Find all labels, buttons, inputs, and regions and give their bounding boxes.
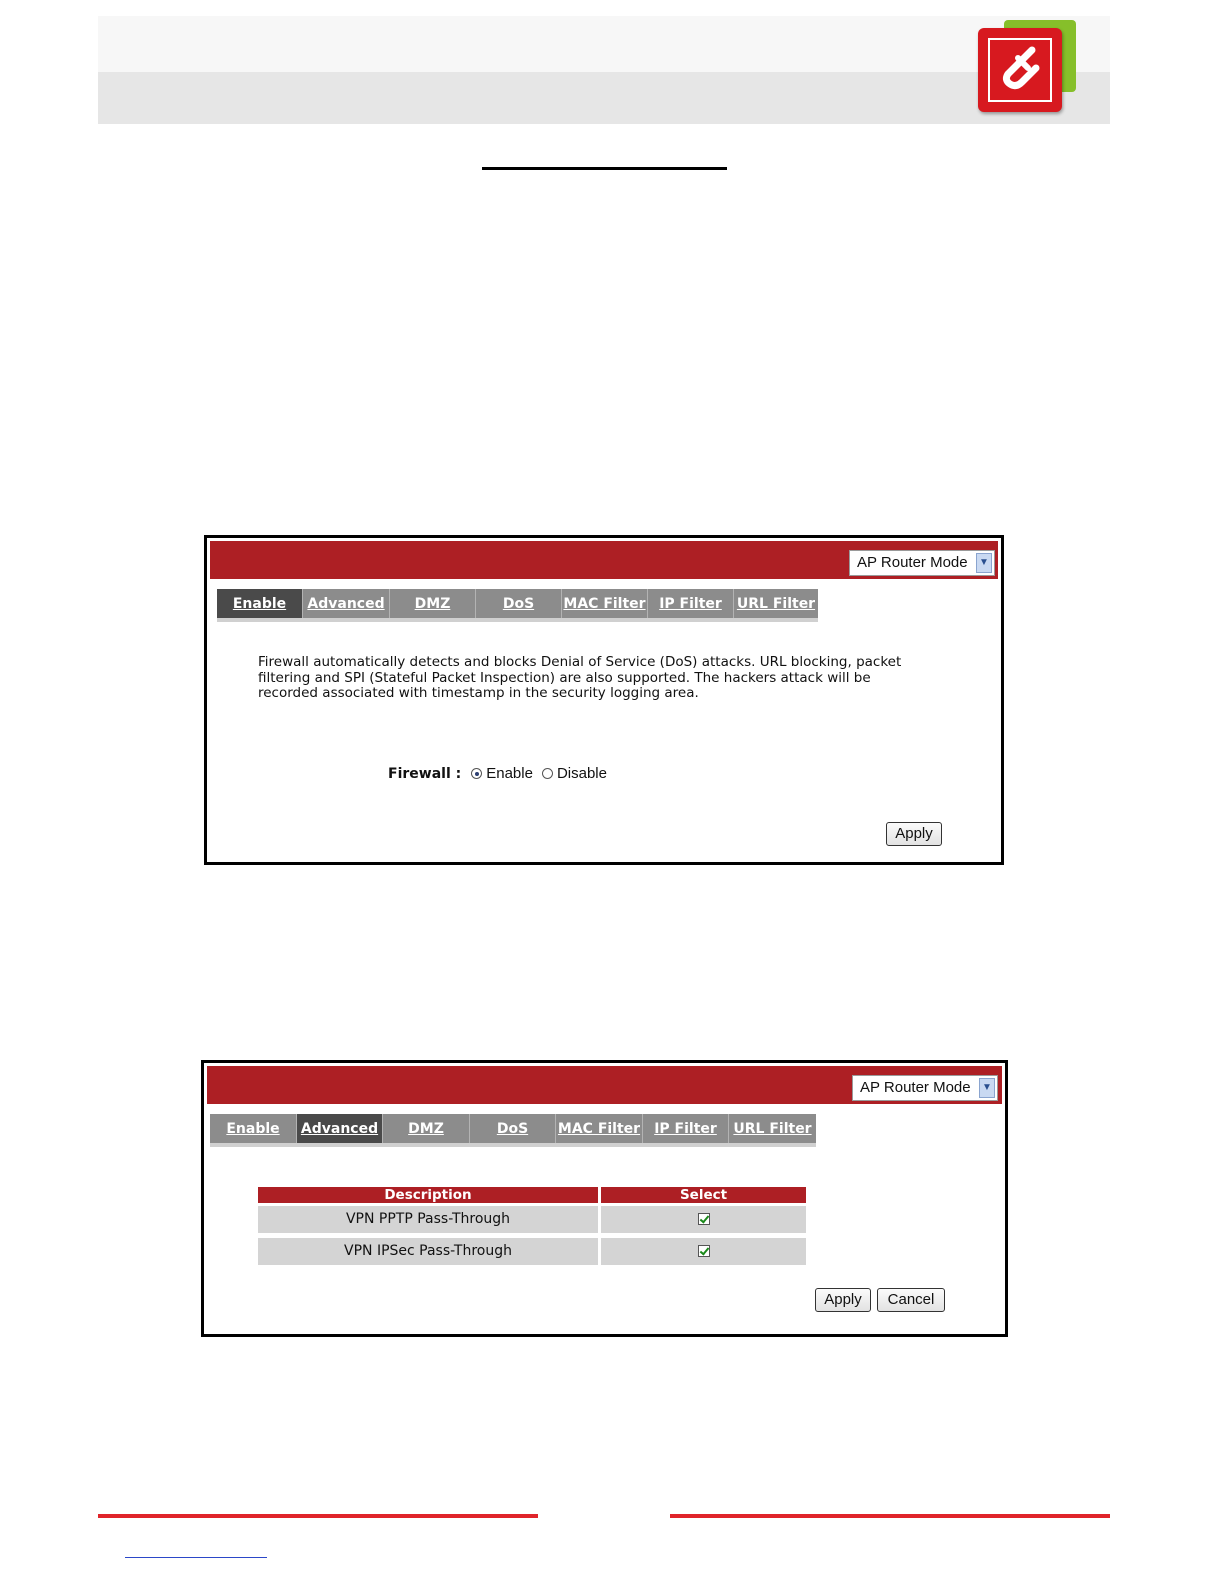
- tab-enable[interactable]: Enable: [217, 589, 303, 618]
- mode-select[interactable]: [849, 550, 995, 576]
- firewall-toggle-row: [388, 765, 616, 782]
- description-line: recorded associated with timestamp in the security logging area.: [258, 685, 699, 702]
- cancel-button[interactable]: Cancel: [877, 1288, 945, 1312]
- tab-url-filter[interactable]: URL Filter: [733, 1121, 812, 1137]
- vpn-ipsec-checkbox[interactable]: [698, 1245, 710, 1257]
- firewall-disable-label[interactable]: Disable: [556, 765, 607, 782]
- footer-rule-right: [670, 1514, 1110, 1518]
- vpn-pptp-checkbox[interactable]: [698, 1213, 710, 1225]
- logo-red-square: [978, 28, 1062, 112]
- table-cell-description: VPN IPSec Pass-Through: [258, 1238, 598, 1265]
- firewall-enable-panel: [204, 535, 1004, 865]
- tab-dmz[interactable]: DMZ: [390, 589, 476, 618]
- firewall-advanced-panel: [201, 1060, 1008, 1337]
- apply-button[interactable]: Apply: [815, 1288, 871, 1312]
- logo-e-mark: [992, 42, 1044, 94]
- mode-select-value: AP Router Mode: [860, 1079, 971, 1096]
- section-title-underline: [482, 167, 727, 170]
- firewall-disable-radio[interactable]: [542, 768, 553, 779]
- firewall-tabs: [210, 1114, 816, 1143]
- table-cell-select: [601, 1206, 806, 1233]
- tab-ip-filter[interactable]: IP Filter: [648, 589, 734, 618]
- tab-url-filter[interactable]: URL Filter: [736, 596, 816, 612]
- table-header-description: Description: [258, 1187, 598, 1203]
- tab-advanced[interactable]: Advanced: [297, 1114, 383, 1143]
- footer-link-underline[interactable]: [125, 1557, 267, 1558]
- firewall-label: Firewall :: [388, 765, 462, 782]
- firewall-description: [258, 655, 928, 702]
- chevron-down-icon[interactable]: ▼: [979, 1078, 995, 1098]
- tab-dmz[interactable]: DMZ: [383, 1114, 470, 1143]
- table-cell-select: [601, 1238, 806, 1265]
- description-line: Firewall automatically detects and blocks Denial of Service (DoS) attacks. URL blocking, packet: [258, 654, 902, 670]
- tab-dos[interactable]: DoS: [476, 589, 562, 618]
- tab-mac-filter[interactable]: MAC Filter: [562, 589, 648, 618]
- table-cell-description: VPN PPTP Pass-Through: [258, 1206, 598, 1233]
- tab-enable[interactable]: Enable: [210, 1114, 297, 1143]
- page-header-band: [98, 72, 1110, 124]
- tab-ip-filter[interactable]: IP Filter: [643, 1114, 729, 1143]
- tab-advanced[interactable]: Advanced: [303, 589, 390, 618]
- tab-mac-filter[interactable]: MAC Filter: [556, 1114, 643, 1143]
- description-line: filtering and SPI (Stateful Packet Inspection) are also supported. The hackers attack will be: [258, 669, 871, 686]
- table-header-select: Select: [601, 1187, 806, 1203]
- firewall-tabs: [217, 589, 818, 618]
- tabs-underline: [210, 1143, 816, 1147]
- panel-header-bar: [207, 1066, 1002, 1104]
- firewall-enable-label[interactable]: Enable: [486, 765, 533, 782]
- edimax-e-logo-icon: [976, 18, 1080, 116]
- chevron-down-icon[interactable]: ▼: [976, 553, 992, 573]
- tabs-underline: [217, 618, 818, 622]
- apply-button[interactable]: Apply: [886, 822, 942, 846]
- mode-select[interactable]: [852, 1075, 998, 1101]
- panel-header-bar: [210, 541, 998, 579]
- footer-rule-left: [98, 1514, 538, 1518]
- firewall-enable-radio[interactable]: [471, 768, 482, 779]
- page-header-top: [98, 16, 1110, 72]
- mode-select-value: AP Router Mode: [857, 554, 968, 571]
- tab-dos[interactable]: DoS: [470, 1114, 556, 1143]
